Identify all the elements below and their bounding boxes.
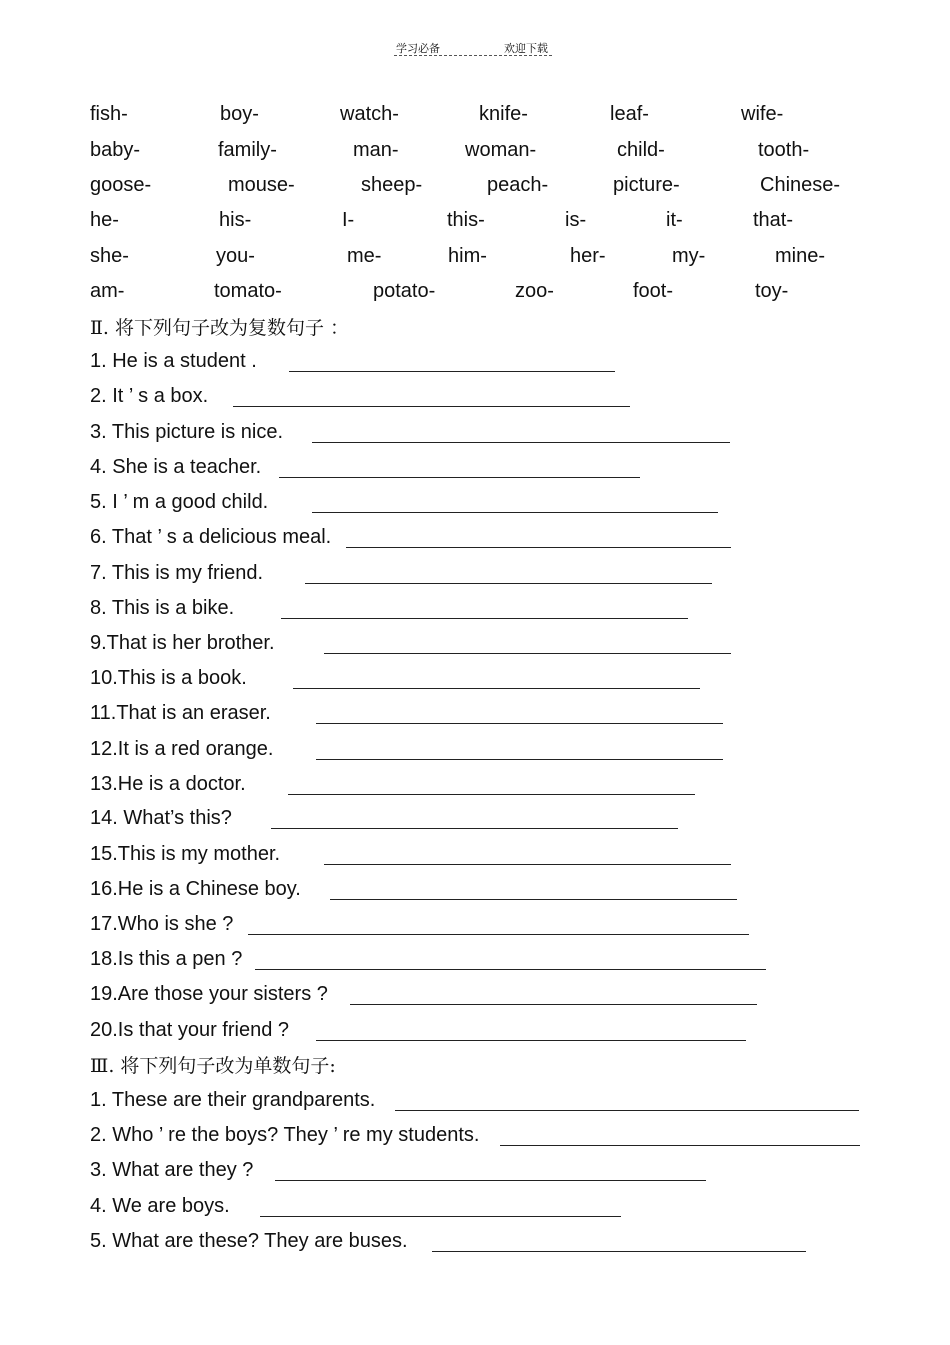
section-title: Ⅱ. 将下列句子改为复数句子 ： xyxy=(90,317,350,339)
word-item: is- xyxy=(565,209,587,231)
word-item: woman- xyxy=(465,139,537,161)
section-title: Ⅲ. 将下列句子改为单数句子: xyxy=(90,1055,336,1077)
word-item: you- xyxy=(216,245,255,267)
answer-blank[interactable] xyxy=(255,969,766,970)
word-item: man- xyxy=(353,139,399,161)
exercise-sentence: 4. She is a teacher. xyxy=(90,456,262,478)
word-item: he- xyxy=(90,209,119,231)
word-item: it- xyxy=(666,209,683,231)
exercise-sentence: 14. What’s this? xyxy=(90,807,232,829)
exercise-sentence: 9.That is her brother. xyxy=(90,632,275,654)
word-item: peach- xyxy=(487,174,549,196)
answer-blank[interactable] xyxy=(324,653,731,654)
header-right-text: 欢迎下载 xyxy=(504,42,548,55)
word-item: boy- xyxy=(220,103,259,125)
word-item: child- xyxy=(617,139,665,161)
exercise-sentence: 2. It ’ s a box. xyxy=(90,385,209,407)
exercise-sentence: 15.This is my mother. xyxy=(90,843,281,865)
word-item: sheep- xyxy=(361,174,423,196)
answer-blank[interactable] xyxy=(248,934,749,935)
word-item: his- xyxy=(219,209,252,231)
exercise-sentence: 20.Is that your friend ? xyxy=(90,1019,290,1041)
answer-blank[interactable] xyxy=(275,1180,706,1181)
exercise-sentence: 3. What are they ? xyxy=(90,1159,254,1181)
exercise-sentence: 13.He is a doctor. xyxy=(90,773,246,795)
answer-blank[interactable] xyxy=(312,512,718,513)
answer-blank[interactable] xyxy=(312,442,730,443)
exercise-sentence: 5. I ’ m a good child. xyxy=(90,491,269,513)
word-item: leaf- xyxy=(610,103,649,125)
answer-blank[interactable] xyxy=(271,828,678,829)
answer-blank[interactable] xyxy=(350,1004,757,1005)
answer-blank[interactable] xyxy=(316,723,723,724)
word-item: my- xyxy=(672,245,706,267)
answer-blank[interactable] xyxy=(316,1040,746,1041)
answer-blank[interactable] xyxy=(346,547,731,548)
answer-blank[interactable] xyxy=(281,618,688,619)
answer-blank[interactable] xyxy=(289,371,615,372)
word-item: baby- xyxy=(90,139,141,161)
exercise-sentence: 16.He is a Chinese boy. xyxy=(90,878,301,900)
exercise-sentence: 4. We are boys. xyxy=(90,1195,230,1217)
word-item: picture- xyxy=(613,174,680,196)
word-item: tomato- xyxy=(214,280,282,302)
word-item: toy- xyxy=(755,280,789,302)
exercise-sentence: 11.That is an eraser. xyxy=(90,702,271,724)
word-item: tooth- xyxy=(758,139,810,161)
exercise-sentence: 8. This is a bike. xyxy=(90,597,235,619)
exercise-sentence: 12.It is a red orange. xyxy=(90,738,274,760)
word-item: family- xyxy=(218,139,277,161)
exercise-sentence: 2. Who ’ re the boys? They ’ re my students. xyxy=(90,1124,480,1146)
word-item: watch- xyxy=(340,103,399,125)
answer-blank[interactable] xyxy=(432,1251,806,1252)
word-item: she- xyxy=(90,245,129,267)
word-item: mine- xyxy=(775,245,826,267)
answer-blank[interactable] xyxy=(293,688,700,689)
word-item: goose- xyxy=(90,174,152,196)
word-item: mouse- xyxy=(228,174,295,196)
word-item: her- xyxy=(570,245,606,267)
word-item: zoo- xyxy=(515,280,554,302)
exercise-sentence: 1. He is a student . xyxy=(90,350,257,372)
answer-blank[interactable] xyxy=(233,406,630,407)
word-item: knife- xyxy=(479,103,528,125)
word-item: potato- xyxy=(373,280,436,302)
word-item: am- xyxy=(90,280,125,302)
exercise-sentence: 18.Is this a pen ? xyxy=(90,948,243,970)
exercise-sentence: 5. What are these? They are buses. xyxy=(90,1230,408,1252)
answer-blank[interactable] xyxy=(395,1110,859,1111)
answer-blank[interactable] xyxy=(279,477,640,478)
header-dashed-rule xyxy=(394,55,552,56)
exercise-sentence: 3. This picture is nice. xyxy=(90,421,284,443)
word-item: wife- xyxy=(741,103,784,125)
word-item: that- xyxy=(753,209,794,231)
word-item: me- xyxy=(347,245,382,267)
answer-blank[interactable] xyxy=(330,899,737,900)
exercise-sentence: 1. These are their grandparents. xyxy=(90,1089,376,1111)
answer-blank[interactable] xyxy=(324,864,731,865)
exercise-sentence: 10.This is a book. xyxy=(90,667,247,689)
exercise-sentence: 6. That ’ s a delicious meal. xyxy=(90,526,332,548)
answer-blank[interactable] xyxy=(316,759,723,760)
answer-blank[interactable] xyxy=(260,1216,621,1217)
answer-blank[interactable] xyxy=(500,1145,860,1146)
word-item: Chinese- xyxy=(760,174,841,196)
exercise-sentence: 17.Who is she ? xyxy=(90,913,234,935)
word-item: him- xyxy=(448,245,487,267)
answer-blank[interactable] xyxy=(288,794,695,795)
word-item: this- xyxy=(447,209,485,231)
exercise-sentence: 19.Are those your sisters ? xyxy=(90,983,328,1005)
exercise-sentence: 7. This is my friend. xyxy=(90,562,264,584)
word-item: fish- xyxy=(90,103,128,125)
word-item: I- xyxy=(342,209,355,231)
word-item: foot- xyxy=(633,280,674,302)
answer-blank[interactable] xyxy=(305,583,712,584)
header-left-text: 学习必备 xyxy=(396,42,440,55)
